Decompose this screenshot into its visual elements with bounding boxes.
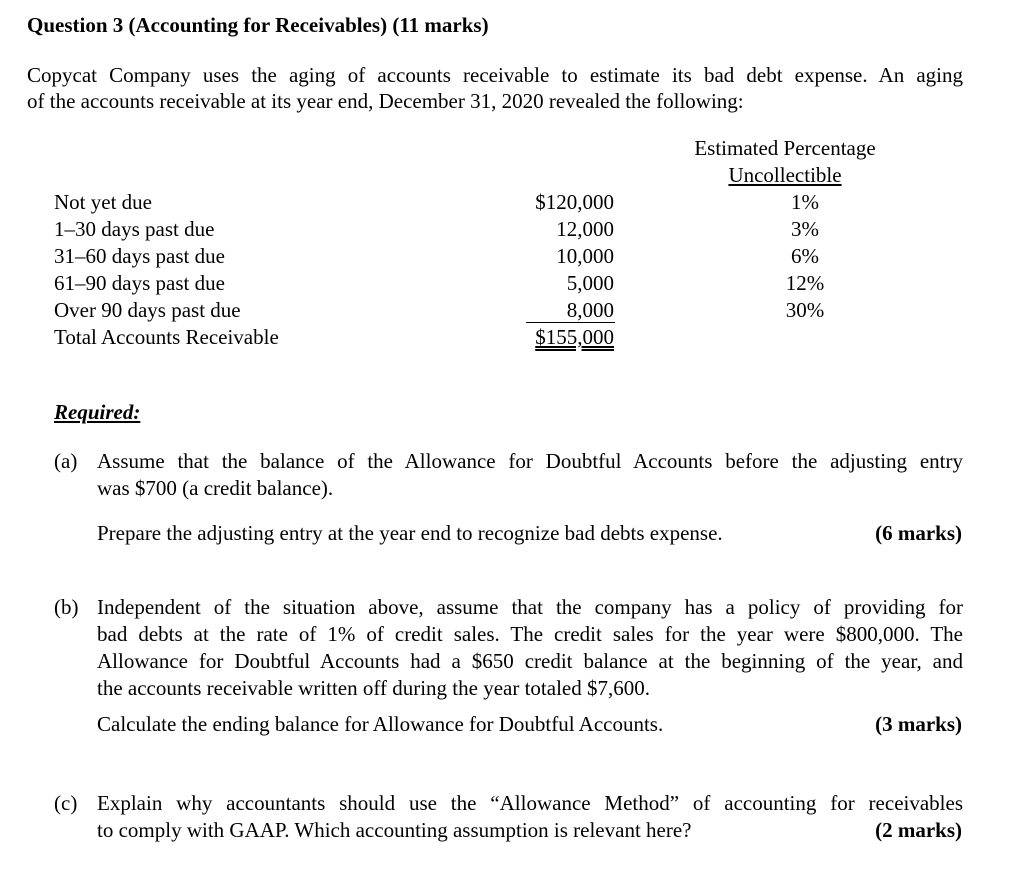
row-pct: 6%: [791, 244, 819, 268]
part-c-line-2: to comply with GAAP. Which accounting assumption is relevant here?: [97, 818, 692, 842]
header-estimated-percentage: Estimated Percentage: [694, 136, 876, 160]
part-a-letter: (a): [54, 449, 78, 473]
row-label: 61–90 days past due: [54, 271, 225, 295]
part-c-letter: (c): [54, 791, 78, 815]
part-a-line-1: Assume that the balance of the Allowance for Doubtful Accounts before the adjusting entry: [97, 449, 963, 473]
row-pct: 3%: [791, 217, 819, 241]
row-label: 1–30 days past due: [54, 217, 215, 241]
row-amount: 10,000: [556, 244, 614, 268]
row-label: Over 90 days past due: [54, 298, 241, 322]
intro-line-2: of the accounts receivable at its year end, December 31, 2020 revealed the following:: [27, 89, 744, 113]
part-b-line-1: Independent of the situation above, assume that the company has a policy of providing for: [97, 595, 963, 619]
question-title: Question 3 (Accounting for Receivables) (11 marks): [27, 13, 489, 37]
row-pct: 1%: [791, 190, 819, 214]
row-amount: $120,000: [535, 190, 614, 214]
row-label: Not yet due: [54, 190, 152, 214]
row-amount: 12,000: [556, 217, 614, 241]
required-heading: Required:: [54, 400, 141, 424]
row-amount: 5,000: [566, 271, 614, 295]
row-pct: 12%: [785, 271, 825, 295]
subtotal-rule: [526, 322, 615, 323]
part-b-task: Calculate the ending balance for Allowance for Doubtful Accounts.: [97, 712, 664, 736]
part-a-line-2: was $700 (a credit balance).: [97, 476, 334, 500]
part-b-line-2: bad debts at the rate of 1% of credit sales. The credit sales for the year were $800,000. The: [97, 622, 963, 646]
part-b-line-4: the accounts receivable written off during the year totaled $7,600.: [97, 676, 650, 700]
part-b-letter: (b): [54, 595, 79, 619]
part-c-marks: (2 marks): [875, 818, 962, 842]
part-a-task: Prepare the adjusting entry at the year end to recognize bad debts expense.: [97, 521, 723, 545]
part-b-marks: (3 marks): [875, 712, 962, 736]
part-b-line-3: Allowance for Doubtful Accounts had a $650 credit balance at the beginning of the year, and: [97, 649, 963, 673]
total-label: Total Accounts Receivable: [54, 325, 279, 349]
part-c-line-1: Explain why accountants should use the “Allowance Method” of accounting for receivables: [97, 791, 963, 815]
intro-line-1: Copycat Company uses the aging of accounts receivable to estimate its bad debt expense. An aging: [27, 63, 963, 87]
row-label: 31–60 days past due: [54, 244, 225, 268]
row-amount: 8,000: [566, 298, 614, 322]
row-pct: 30%: [785, 298, 825, 322]
header-uncollectible: Uncollectible: [728, 163, 842, 187]
part-a-marks: (6 marks): [875, 521, 962, 545]
total-amount: $155,000: [535, 325, 614, 349]
